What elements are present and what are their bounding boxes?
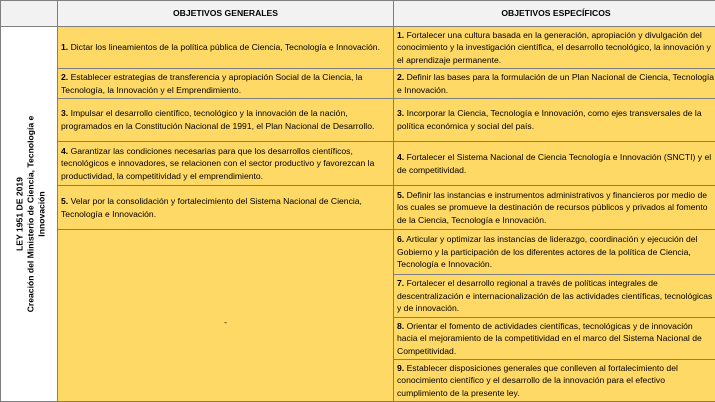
table-row (1, 142, 715, 186)
general-objective-number: 5. (61, 196, 68, 206)
specific-objective-text: Definir las instancias e instrumentos administrativos y financieros por medio de los cuales se promueve la destinación de recursos públicos y privados al fomento de la Ciencia, Tecnología e Innovación. (397, 190, 708, 225)
general-objective-text: Velar por la consolidación y fortalecimiento del Sistema Nacional de Ciencia, Tecnología e Innovación. (61, 196, 362, 219)
general-objective-3[interactable] (58, 99, 394, 142)
specific-objective-number: 7. (397, 278, 404, 288)
general-objective-text: Dictar los lineamientos de la política pública de Ciencia, Tecnología e Innovación. (71, 42, 380, 52)
general-objective-1[interactable] (58, 27, 394, 69)
side-label-line1: LEY 1951 DE 2019 (15, 27, 26, 402)
specific-objective-number: 1. (397, 30, 404, 40)
specific-objective-number: 6. (397, 234, 404, 244)
general-objective-4[interactable] (58, 142, 394, 186)
specific-objective-text: Articular y optimizar las instancias de liderazgo, coordinación y ejecución del Gobierno y la participación de los diferentes actores de la política de Ciencia, Tecnología e Innovación. (397, 234, 697, 269)
specific-objective-text: Orientar el fomento de actividades científicas, tecnológicas y de innovación hacia el mejoramiento de la competitividad en el marco del Sistema Nacional de Competitividad. (397, 321, 702, 356)
general-objective-number: 3. (61, 108, 68, 118)
table-row (1, 27, 715, 69)
corner-cell (1, 1, 58, 27)
specific-objective-text: Fortalecer el desarrollo regional a través de políticas integrales de descentralización e internacionalización de las actividades científicas, tecnológicas y de innovación. (397, 278, 712, 313)
specific-objective-number: 3. (397, 108, 404, 118)
general-objective-number: 1. (61, 42, 68, 52)
specific-objective-text: Definir las bases para la formulación de un Plan Nacional de Ciencia, Tecnología e Innovación. (397, 72, 714, 95)
specific-objective-number: 9. (397, 363, 404, 373)
specific-objective-number: 2. (397, 72, 404, 82)
specific-objective-text: Incorporar la Ciencia, Tecnología e Innovación, como ejes transversales de la política económica y social del país. (397, 108, 702, 131)
specific-objective-2[interactable] (394, 69, 715, 99)
table-row (1, 99, 715, 142)
general-objective-2[interactable] (58, 69, 394, 99)
specific-objective-5[interactable] (394, 186, 715, 230)
header-row (1, 1, 715, 27)
specific-objective-text: Fortalecer el Sistema Nacional de Ciencia Tecnología e Innovación (SNCTI) y el de competitividad. (397, 152, 711, 175)
general-objective-text: Establecer estrategias de transferencia y apropiación Social de la Ciencia, la Tecnología, la Innovación y el Emprendimiento. (61, 72, 362, 95)
specific-objective-1[interactable] (394, 27, 715, 69)
general-objective-empty[interactable] (58, 230, 394, 402)
side-label-line2: Creación del Ministerio de Ciencia, Tecnología e (26, 27, 37, 402)
specific-objective-number: 8. (397, 321, 404, 331)
side-label-cell[interactable] (1, 27, 58, 402)
specific-objective-7[interactable] (394, 275, 715, 318)
specific-objective-3[interactable] (394, 99, 715, 142)
general-objective-text: Garantizar las condiciones necesarias para que los desarrollos científicos, tecnológicos e innovadores, se relacionen con el sector productivo y favorezcan la productividad, la competitividad y el emprendimiento. (61, 146, 374, 181)
table-row (1, 186, 715, 230)
specific-objective-number: 5. (397, 190, 404, 200)
header-specific[interactable]: OBJETIVOS ESPECÍFICOS (394, 1, 715, 27)
specific-objective-text: Establecer disposiciones generales que conlleven al fortalecimiento del conocimiento científico y el desarrollo de la innovación para el efectivo cumplimiento de la presente ley. (397, 363, 678, 398)
side-label-line3: Innovación (37, 27, 48, 402)
table-row (1, 230, 715, 275)
table-row (1, 69, 715, 99)
specific-objective-text: Fortalecer una cultura basada en la generación, apropiación y divulgación del conocimiento y la investigación científica, el desarrollo tecnológico, la innovación y el aprendizaje permanente. (397, 30, 711, 65)
specific-objective-4[interactable] (394, 142, 715, 186)
header-general[interactable]: OBJETIVOS GENERALES (58, 1, 394, 27)
general-objective-number: 4. (61, 146, 68, 156)
general-objective-text: Impulsar el desarrollo científico, tecnológico y la innovación de la nación, programados en la Constitución Nacional de 1991, el Plan Nacional de Desarrollo. (61, 108, 374, 131)
general-objective-number: 2. (61, 72, 68, 82)
specific-objective-number: 4. (397, 152, 404, 162)
specific-objective-8[interactable] (394, 318, 715, 360)
specific-objective-6[interactable] (394, 230, 715, 275)
general-objective-5[interactable] (58, 186, 394, 230)
side-label (15, 27, 48, 402)
empty-mark: - (224, 316, 227, 329)
specific-objective-9[interactable] (394, 360, 715, 402)
